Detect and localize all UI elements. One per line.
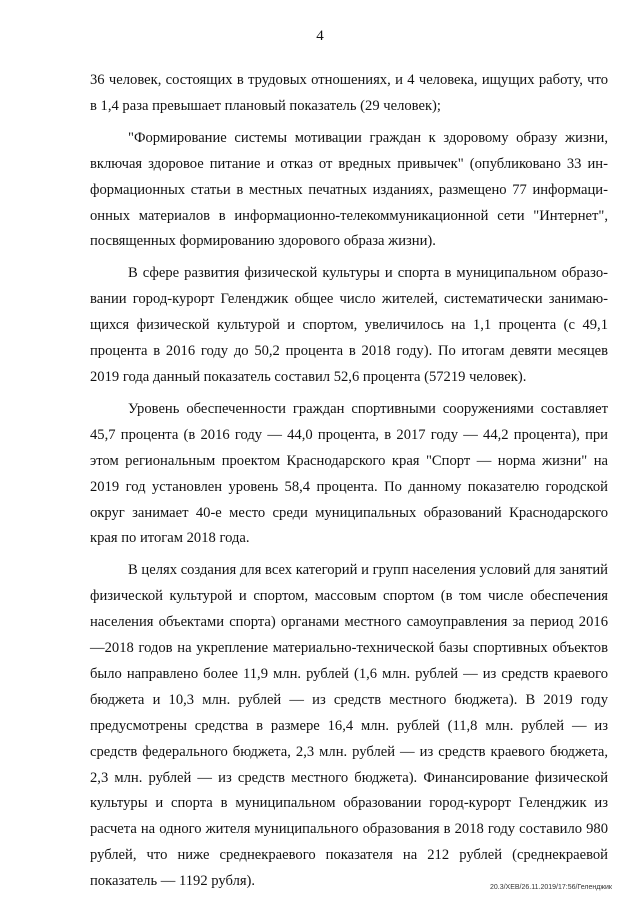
paragraph-sports-facilities: Уровень обеспеченности граждан спортивными сооружениями составляет 45,7 процента (в 2016 году — 44,0 процента, в 2017 году — 44,2 процента), при этом региональным проектом Краснодарского края "Спорт — норма жизни" на 2019 год установлен уровень 58,4 процента. По данному показателю городской округ занимает 40-е место среди муниципальных образований Краснодарского края по итогам 2018 года. bbox=[90, 400, 608, 547]
paragraph-employment-continuation: 36 человек, состоящих в трудовых отношениях, и 4 человека, ищущих работу, что в 1,4 раза превышает плановый показатель (29 человек); bbox=[90, 72, 608, 114]
paragraph-healthy-lifestyle: "Формирование системы мотивации граждан к здоровому образу жизни, включая здоровое питание и отказ от вредных привычек" (опубликовано 33 информационных статьи в местных печатных изданиях, размещено 77 информационных материалов в информационно-телекоммуникационной сети "Интернет", посвященных формированию здорового образа жизни). bbox=[90, 129, 608, 250]
paragraph-sports-funding: В целях создания для всех категорий и групп населения условий для занятий физической культурой и спортом, массовым спортом (в том числе обеспечения населения объектами спорта) органами местного самоуправления за период 2016—2018 годов на укрепление материально-технической базы спортивных объектов было направлено более 11,9 млн. рублей (1,6 млн. рублей — из средств краевого бюджета и 10,3 млн. рублей — из средств местного бюджета). В 2019 году предусмотрены средства в размере 16,4 млн. рублей (11,8 млн. рублей — из средств федерального бюджета, 2,3 млн. рублей — из средств краевого бюджета, 2,3 млн. рублей — из средств местного бюджета). Финансирование физической культуры и спорта в муниципальном образовании город-курорт Геленджик из расчета на одного жителя муниципального образования в 2018 году составило 980 рублей, что ниже среднекраевого показателя на 212 рублей (среднекраевой показатель — 1192 рубля). bbox=[90, 562, 608, 890]
paragraph-sports-participation: В сфере развития физической культуры и спорта в муниципальном образовании город-курорт Геленджик общее число жителей, систематически занимающихся физической культурой и спортом, увеличилось на 1,1 процента (с 49,1 процента в 2016 году до 50,2 процента в 2018 году). По итогам девяти месяцев 2019 года данный показатель составил 52,6 процента (57219 человек). bbox=[90, 265, 608, 385]
document-footer-stamp: 20.3/XEB/26.11.2019/17:56/Геленджик bbox=[489, 884, 612, 891]
document-body bbox=[90, 68, 608, 895]
page-number: 4 bbox=[316, 28, 324, 44]
